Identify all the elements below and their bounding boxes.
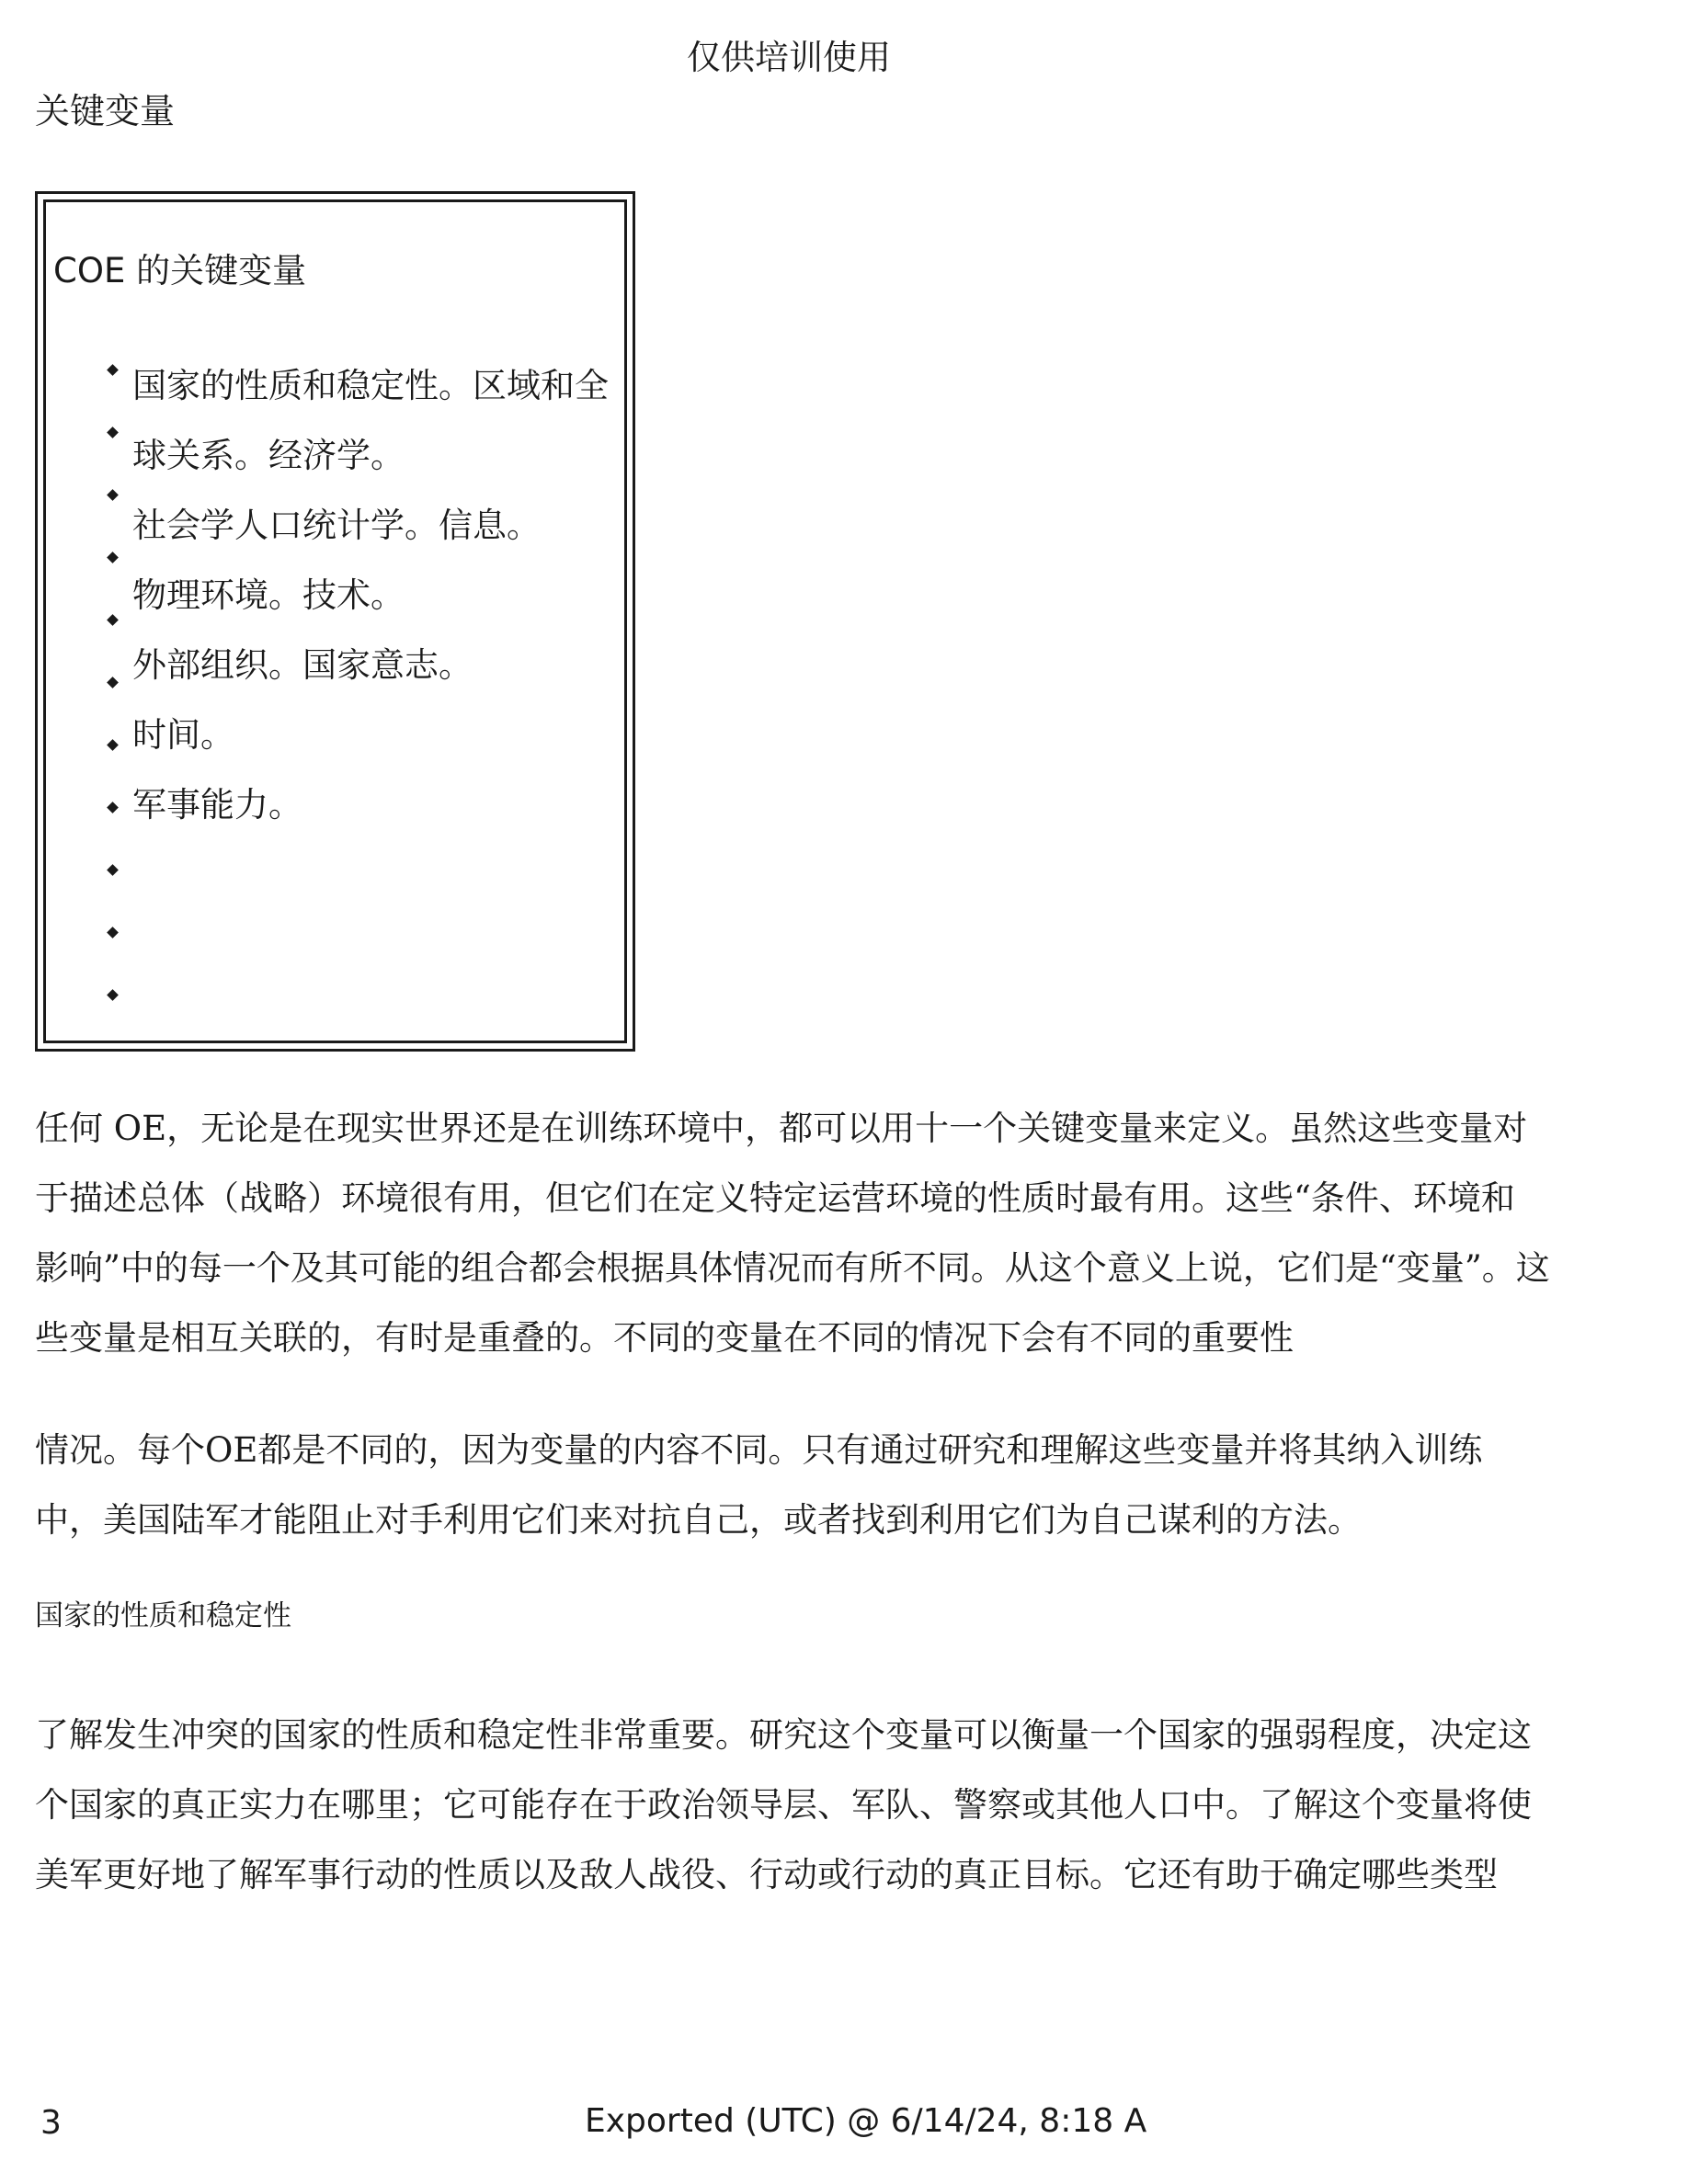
- bullet-icon: [105, 991, 123, 1053]
- bullet-icon: [105, 428, 123, 491]
- paragraph-line: 个国家的真正实力在哪里；它可能存在于政治领导层、军队、警察或其他人口中。了解这个变量将使: [35, 1785, 1532, 1825]
- subheading: 国家的性质和稳定性: [35, 1599, 291, 1632]
- bullet-icon: [105, 553, 123, 616]
- paragraph-line: 美军更好地了解军事行动的性质以及敌人战役、行动或行动的真正目标。它还有助于确定哪些类型: [35, 1855, 1498, 1894]
- page-header: 仅供培训使用: [687, 38, 891, 77]
- bullet-icon: [105, 928, 123, 991]
- bullet-icon: [105, 803, 123, 866]
- box-title-suffix: 的关键变量: [125, 251, 307, 290]
- paragraph-line: 些变量是相互关联的，有时是重叠的。不同的变量在不同的情况下会有不同的重要性: [35, 1318, 1294, 1358]
- paragraph-line: 了解发生冲突的国家的性质和稳定性非常重要。研究这个变量可以衡量一个国家的强弱程度，决定这: [35, 1715, 1532, 1755]
- paragraph-line: 情况。每个OE都是不同的，因为变量的内容不同。只有通过研究和理解这些变量并将其纳入训练: [35, 1430, 1483, 1470]
- bullet-icon: [105, 678, 123, 741]
- paragraph-line: 影响”中的每一个及其可能的组合都会根据具体情况而有所不同。从这个意义上说，它们是“变量”。这: [35, 1248, 1550, 1288]
- paragraph-line: 于描述总体（战略）环境很有用，但它们在定义特定运营环境的性质时最有用。这些“条件、环境和: [35, 1178, 1515, 1218]
- key-variables-box-inner-border: [43, 199, 627, 1043]
- box-title-prefix: COE: [53, 251, 126, 290]
- box-list-line: 时间。: [132, 715, 234, 755]
- box-list-line: 社会学人口统计学。信息。: [132, 506, 541, 545]
- box-title: [53, 250, 306, 292]
- export-timestamp: Exported (UTC) @ 6/14/24, 8:18 A: [585, 2102, 1147, 2140]
- box-list-line: 国家的性质和稳定性。区域和全: [132, 366, 609, 405]
- key-variables-box: [35, 191, 635, 1052]
- section-title: 关键变量: [35, 91, 176, 131]
- bullet-icon: [105, 491, 123, 553]
- paragraph-1: [35, 1094, 1625, 1373]
- bullet-icon: [105, 366, 123, 428]
- box-list-line: 军事能力。: [132, 785, 302, 825]
- box-list: [132, 351, 629, 840]
- paragraph-line: 中，美国陆军才能阻止对手利用它们来对抗自己，或者找到利用它们为自己谋利的方法。: [35, 1500, 1362, 1540]
- page-number: 3: [40, 2104, 62, 2142]
- bullet-icon: [105, 741, 123, 803]
- bullet-column: [105, 366, 123, 1053]
- box-list-line: 外部组织。国家意志。: [132, 645, 473, 685]
- paragraph-2: [35, 1416, 1625, 1555]
- bullet-icon: [105, 616, 123, 678]
- box-list-line: 球关系。经济学。: [132, 436, 405, 475]
- bullet-icon: [105, 866, 123, 928]
- paragraph-line: 任何 OE，无论是在现实世界还是在训练环境中，都可以用十一个关键变量来定义。虽然这些变量对: [35, 1109, 1528, 1148]
- paragraph-3: [35, 1701, 1625, 1910]
- box-list-line: 物理环境。技术。: [132, 575, 405, 615]
